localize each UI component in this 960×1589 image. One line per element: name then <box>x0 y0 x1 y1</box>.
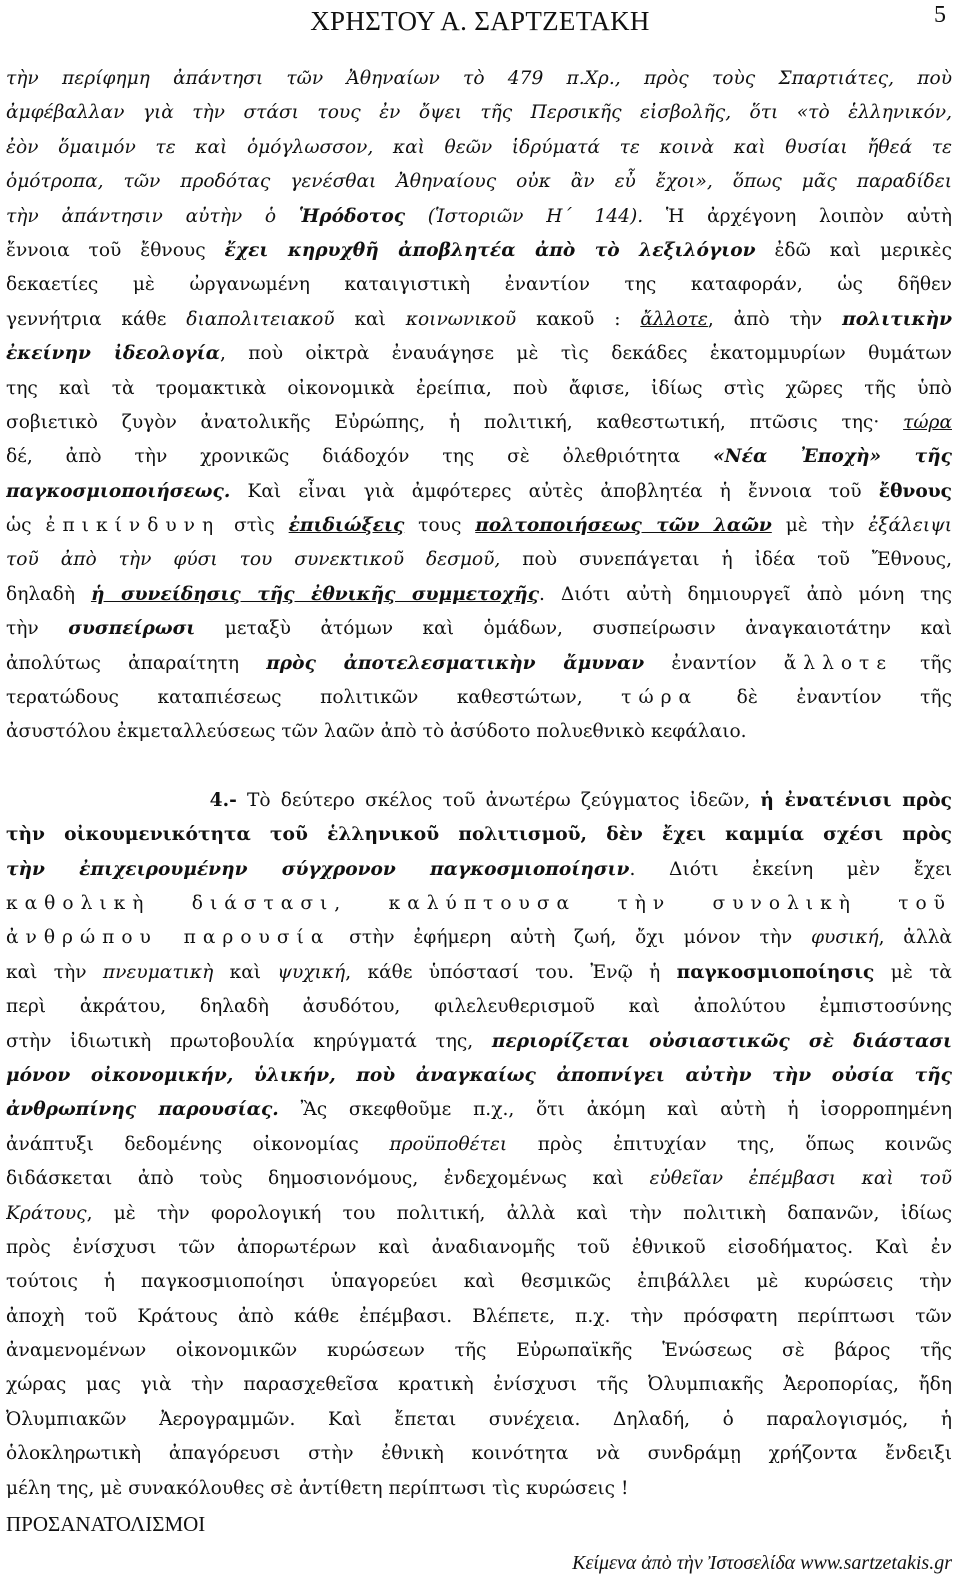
text-line <box>6 1025 952 1059</box>
text-run: , ποὺ οἰκτρὰ ἐναυάγησε μὲ τὶς δεκάδες ἑκατομμυρίων θυμάτων <box>219 343 952 365</box>
text-run: δέ, ἀπὸ τὴν χρονικῶς διάδοχόν της σὲ ὀλεθριότητα <box>6 446 714 468</box>
text-run: , ἀλλὰ <box>878 927 952 949</box>
text-run: καὶ <box>334 308 406 330</box>
text-run: περιορίζεται οὐσιαστικῶς σὲ διάστασι <box>491 1030 952 1052</box>
text-run: μὲ τὰ <box>874 961 952 983</box>
text-run: Ὀλυμπιακῶν Ἀερογραμμῶν. Καὶ ἔπεται συνέχεια. Δηλαδή, ὁ παραλογισμός, ἡ <box>6 1408 952 1430</box>
text-line <box>6 818 952 852</box>
text-run: τερατώδους καταπιέσεως πολιτικῶν καθεστώτων, <box>6 687 622 709</box>
text-run: τὴν ἀπάντησιν αὐτὴν ὁ <box>6 205 299 227</box>
text-line <box>6 543 952 577</box>
text-run: τοῦ ἀπὸ τὴν φύσι του συνεκτικοῦ δεσμοῦ, <box>6 549 501 571</box>
text-run: τους <box>404 515 476 537</box>
text-line <box>6 62 952 96</box>
text-run: Κράτους <box>6 1202 87 1224</box>
text-line <box>6 303 952 337</box>
text-run: συσπείρωσι <box>68 618 196 640</box>
text-line <box>6 1231 952 1265</box>
text-line <box>6 784 952 818</box>
text-run: πρὸς ἐπιτυχίαν της, ὅπως κοινῶς <box>507 1133 952 1155</box>
text-line <box>6 990 952 1024</box>
text-run: μέλη της, μὲ συνακόλουθες σὲ ἀντίθετη περίπτωσι τὶς κυρώσεις ! <box>6 1477 629 1499</box>
text-line <box>6 337 952 371</box>
text-run: εὐθεῖαν ἐπέμβασι καὶ τοῦ <box>649 1168 952 1190</box>
text-run: , μὲ τὴν φορολογική του πολιτική, ἀλλὰ καὶ τὴν πολιτικὴ δαπανῶν, ἰδίως <box>86 1202 952 1224</box>
text-line <box>6 131 952 165</box>
text-line <box>6 956 952 990</box>
text-line <box>6 1437 952 1471</box>
paragraph-gap <box>6 750 952 784</box>
text-run: ἀπολύτως ἀπαραίτητη <box>6 652 267 674</box>
text-run: Καὶ εἶναι γιὰ ἀμφότερες αὐτὲς ἀποβλητέα ἡ ἔννοια τοῦ <box>230 480 879 502</box>
text-run: στὴν ἐφήμερη αὐτὴ ζωή, ὄχι μόνον τὴν <box>330 927 811 949</box>
text-run: τὴν οἰκουμενικότητα τοῦ ἑλληνικοῦ πολιτισμοῦ, δὲν ἔχει καμμία σχέσι πρὸς <box>6 824 952 846</box>
text-run: διδάσκεται ἀπὸ τοὺς δημοσιονόμους, ἐνδεχομένως καὶ <box>6 1168 650 1190</box>
text-line <box>6 887 952 921</box>
text-run: ποὺ συνεπάγεται ἡ ἰδέα τοῦ Ἔθνους, <box>500 549 952 571</box>
text-line <box>6 1403 952 1437</box>
text-run: τώρα <box>621 687 699 709</box>
text-line <box>6 1368 952 1402</box>
text-run <box>6 790 210 811</box>
text-run: κακοῦ : <box>516 308 641 330</box>
text-run: πρὸς ἐνίσχυσι τῶν ἀπορωτέρων καὶ ἀναδιανομῆς τοῦ ἐθνικοῦ εἰσοδήματος. Καὶ ἐν <box>6 1236 952 1258</box>
text-run: παγκοσμιοποιήσεως. <box>6 480 231 502</box>
text-run: πολτοποιήσεως τῶν λαῶν <box>475 515 772 537</box>
text-line <box>6 1162 952 1196</box>
text-run: ἔθνους <box>878 480 952 502</box>
text-run: μεταξὺ ἀτόμων καὶ ὁμάδων, συσπείρωσιν ἀναγκαιοτάτην καὶ <box>195 618 952 640</box>
text-run: Ἡ ἀρχέγονη λοιπὸν αὐτὴ <box>665 205 952 227</box>
text-run: ψυχική <box>277 961 346 983</box>
text-line <box>6 165 952 199</box>
text-run: Τὸ δεύτερο σκέλος τοῦ ἀνωτέρω ζεύγματος ἰδεῶν, <box>236 789 761 811</box>
text-run: φυσική <box>810 927 879 949</box>
text-run: ἄλλοτε <box>640 308 708 330</box>
text-run: μόνον οἰκονομικήν, ὑλικήν, ποὺ ἀναγκαίως ἀποπνίγει αὐτὴν τὴν οὐσία τῆς <box>6 1064 952 1086</box>
text-run: τῆς <box>892 652 952 674</box>
text-run: Ἂς σκεφθοῦμε π.χ., ὅτι ἀκόμη καὶ αὐτὴ ἡ ἰσορροπημένη <box>278 1099 952 1121</box>
text-run: ὁλοκληρωτικὴ ἀπαγόρευσι στὴν ἐθνικὴ κοινότητα νὰ συνδράμῃ χρήζοντα ἔνδειξι <box>6 1443 952 1465</box>
text-run: ἔννοια τοῦ ἔθνους <box>6 239 225 261</box>
text-run: ὡς <box>6 515 46 537</box>
text-run: ἀνθρώπου παρουσία <box>6 927 331 949</box>
text-line <box>6 200 952 234</box>
text-run: στὶς <box>220 515 289 537</box>
text-run: προϋποθέτει <box>389 1133 508 1155</box>
text-line <box>6 921 952 955</box>
text-line <box>6 372 952 406</box>
text-run: . Διότι αὐτὴ δημιουργεῖ ἀπὸ μόνη της <box>539 583 952 605</box>
text-line <box>6 853 952 887</box>
text-line <box>6 715 952 749</box>
text-run: ἀνθρωπίνης παρουσίας. <box>6 1099 279 1121</box>
text-run: πρὸς ἀποτελεσματικὴν ἄμυναν <box>266 652 645 674</box>
text-run: δεκαετίες μὲ ὠργανωμένη καταιγιστικὴ ἐναντίον της καταφοράν, ὡς δῆθεν <box>6 274 952 296</box>
text-run: ἔχει κηρυχθῆ ἀποβλητέα ἀπὸ τὸ λεξιλόγιον <box>224 239 756 261</box>
text-run: ἀμφέβαλλαν γιὰ τὴν στάσι τους ἐν ὄψει τῆς Περσικῆς εἰσβολῆς, ὅτι «τὸ ἑλληνικόν, <box>6 102 952 124</box>
text-run: καὶ <box>213 961 278 983</box>
text-run: τούτοις ἡ παγκοσμιοποίησι ὑπαγορεύει καὶ θεσμικῶς ἐπιβάλλει μὲ κυρώσεις τὴν <box>6 1271 952 1293</box>
text-run: της καὶ τὰ τρομακτικὰ οἰκονομικὰ ἐρείπια, ποὺ ἄφισε, ἰδίως στὶς χῶρες τῆς ὑπὸ <box>6 377 952 399</box>
text-run: ἐπιδιώξεις <box>288 515 405 537</box>
text-run: ὁμότροπα, τῶν προδότας γενέσθαι Ἀθηναίους οὐκ ἂν εὖ ἔχοι», ὅπως μᾶς παραδίδει <box>6 171 952 193</box>
text-line <box>6 440 952 474</box>
text-run: , ἀπὸ τὴν <box>707 308 843 330</box>
text-run: πνευματικὴ <box>102 961 214 983</box>
text-run: (Ἱστοριῶν Η΄ 144). <box>405 205 666 227</box>
text-run: ἐκείνην ἰδεολογία <box>6 343 220 365</box>
text-line <box>6 681 952 715</box>
text-run: διαπολιτειακοῦ <box>186 308 335 330</box>
text-run: γεννήτρια κάθε <box>6 308 187 330</box>
text-run: καθολικὴ διάστασι, καλύπτουσα τὴν συνολικὴ τοῦ <box>6 892 952 914</box>
page-header <box>0 2 960 42</box>
text-line <box>6 406 952 440</box>
text-line <box>6 234 952 268</box>
text-run: ἡ συνείδησις τῆς ἐθνικῆς συμμετοχῆς <box>90 583 540 605</box>
text-run: ἐναντίον <box>644 652 784 674</box>
text-run: στὴν ἰδιωτικὴ πρωτοβουλία κηρύγματά της, <box>6 1030 492 1052</box>
text-run: καὶ τὴν <box>6 961 103 983</box>
text-run: ἐδῶ καὶ μερικὲς <box>755 239 952 261</box>
text-run: . Διότι ἐκείνη μὲν ἔχει <box>629 858 952 880</box>
text-line <box>6 1334 952 1368</box>
text-run: τὴν ἐπιχειρουμένην σύγχρονον παγκοσμιοποίησιν <box>6 858 630 880</box>
text-line <box>6 612 952 646</box>
text-line <box>6 1059 952 1093</box>
text-line <box>6 475 952 509</box>
text-line <box>6 1128 952 1162</box>
text-line <box>6 1197 952 1231</box>
text-run: τώρα <box>903 411 952 433</box>
text-run: ἐξάλειψι <box>868 515 952 537</box>
text-run: , κάθε ὑπόστασί του. Ἐνῷ ἡ <box>345 961 677 983</box>
text-run: δὲ ἐναντίον τῆς <box>698 687 952 709</box>
footer-source: Κείμενα ἀπὸ τὴν Ἰστοσελίδα www.sartzetakis.gr <box>572 1552 952 1574</box>
text-run: Ἡρόδοτος <box>298 205 406 227</box>
text-run: ἀνάπτυξι δεδομένης οἰκονομίας <box>6 1133 390 1155</box>
text-run: ἄλλοτε <box>783 652 893 674</box>
header-title: ΧΡΗΣΤΟΥ Α. ΣΑΡΤΖΕΤΑΚΗ <box>310 6 650 36</box>
text-run: μὲ τὴν <box>771 515 869 537</box>
text-line <box>6 509 952 543</box>
text-run: ἀποχὴ τοῦ Κράτους ἀπὸ κάθε ἐπέμβασι. Βλέπετε, π.χ. τὴν πρόσφατη περίπτωσι τῶν <box>6 1305 952 1327</box>
text-run: «Νέα Ἐποχὴ» τῆς <box>713 446 952 468</box>
text-line <box>6 1265 952 1299</box>
text-run: σοβιετικὸ ζυγὸν ἀνατολικῆς Εὐρώπης, ἡ πολιτική, καθεστωτική, πτῶσις της· <box>6 411 904 433</box>
text-line <box>6 647 952 681</box>
text-run: περὶ ἀκράτου, δηλαδὴ ἀσυδότου, φιλελευθερισμοῦ καὶ ἀπολύτου ἐμπιστοσύνης <box>6 996 952 1018</box>
text-line <box>6 96 952 130</box>
text-run: δηλαδὴ <box>6 583 91 605</box>
text-run: πολιτικὴν <box>842 308 952 330</box>
text-line <box>6 1300 952 1334</box>
text-run: ἐπικίνδυνη <box>45 515 221 537</box>
text-line <box>6 1472 952 1506</box>
text-run: κοινωνικοῦ <box>405 308 517 330</box>
text-run: 4.- <box>209 789 237 811</box>
footer-section-title: ΠΡΟΣΑΝΑΤΟΛΙΣΜΟΙ <box>6 1512 206 1536</box>
text-run: ἡ ἐνατένισι πρὸς <box>760 789 952 811</box>
page-number: 5 <box>934 2 946 28</box>
text-line <box>6 268 952 302</box>
text-line <box>6 1093 952 1127</box>
text-run: ἐὸν ὅμαιμόν τε καὶ ὁμόγλωσσον, καὶ θεῶν ἱδρύματά τε κοινὰ καὶ θυσίαι ἤθεά τε <box>6 136 952 158</box>
text-line <box>6 578 952 612</box>
text-run: χώρας μας γιὰ τὴν παρασχεθεῖσα κρατικὴ ἐνίσχυσι τῆς Ὀλυμπιακῆς Ἀεροπορίας, ἤδη <box>6 1374 952 1396</box>
text-run: ἀναμενομένων οἰκονομικῶν κυρώσεων τῆς Εὐρωπαϊκῆς Ἑνώσεως σὲ βάρος τῆς <box>6 1340 952 1362</box>
text-run: τὴν περίφημη ἀπάντησι τῶν Ἀθηναίων τὸ 479 π.Χρ., πρὸς τοὺς Σπαρτιάτες, ποὺ <box>6 68 952 89</box>
text-run: παγκοσμιοποίησις <box>676 961 875 983</box>
body-text <box>6 62 952 1506</box>
text-run: τὴν <box>6 618 69 640</box>
text-run: ἀσυστόλου ἐκμεταλλεύσεως τῶν λαῶν ἀπὸ τὸ ἀσύδοτο πολυεθνικὸ κεφάλαιο. <box>6 721 747 743</box>
